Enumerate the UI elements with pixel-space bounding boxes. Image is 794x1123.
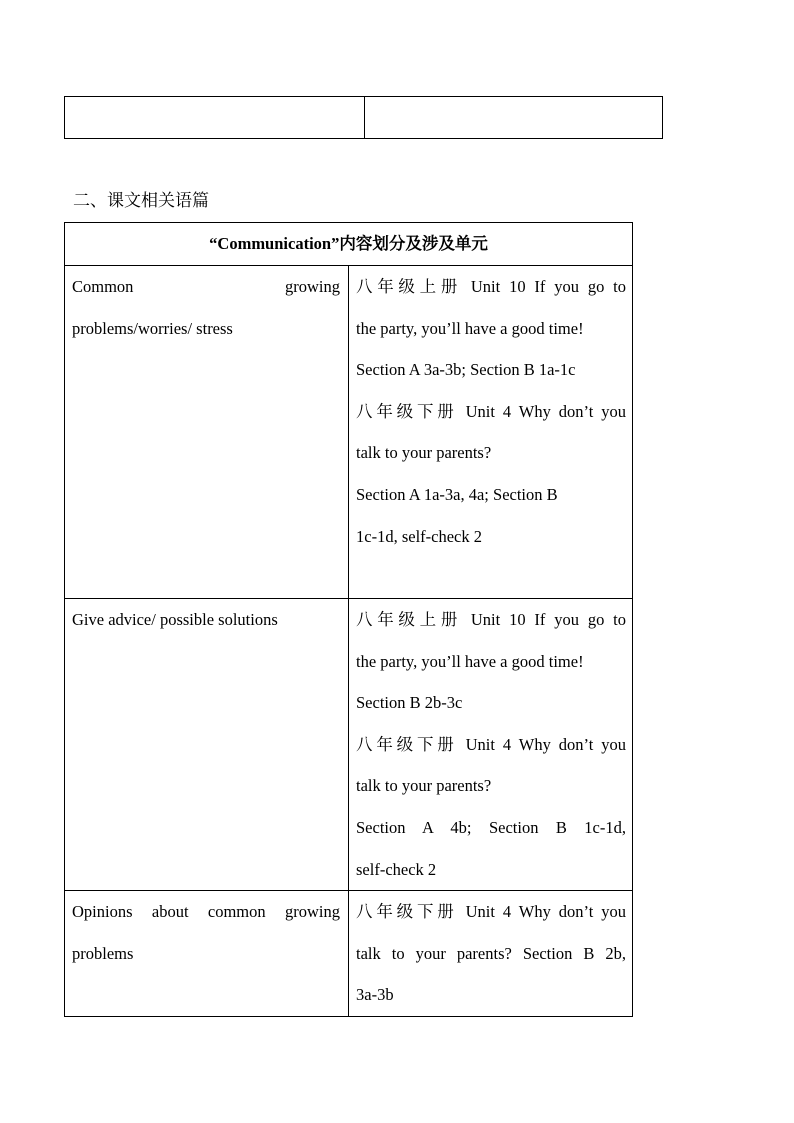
units-line: 八年级上册 Unit 10 If you go to [356, 277, 626, 296]
units-line: 八年级下册 Unit 4 Why don’t you [356, 902, 626, 922]
table-row [65, 599, 633, 891]
units-line: talk to your parents? [356, 443, 492, 463]
units-line: 八年级上册 Unit 10 If you go to [356, 610, 626, 629]
topic-cell [65, 266, 349, 599]
topic-line: Common growing [72, 277, 340, 296]
units-line: Section B 2b-3c [356, 693, 463, 713]
topic-cell [65, 891, 349, 1017]
table-header-row [65, 223, 633, 266]
units-line: talk to your parents? [356, 776, 492, 796]
section-heading: 二、课文相关语篇 [73, 191, 209, 211]
topic-cell [65, 599, 349, 891]
units-line: the party, you’ll have a good time! [356, 318, 584, 338]
units-line: Section A 3a-3b; Section B 1a-1c [356, 360, 576, 380]
units-line: 3a-3b [356, 985, 394, 1005]
units-line: 八年级下册 Unit 4 Why don’t you [356, 734, 626, 754]
units-line: 八年级下册 Unit 4 Why don’t you [356, 401, 626, 421]
units-cell [349, 891, 633, 1017]
table-row [65, 266, 633, 599]
topic-line: problems/worries/ stress [72, 318, 233, 338]
top-table-row [65, 97, 663, 139]
topic-line: Give advice/ possible solutions [72, 610, 278, 629]
units-line: Section A 1a-3a, 4a; Section B [356, 484, 558, 504]
units-cell [349, 599, 633, 891]
top-table [64, 96, 663, 139]
units-line: the party, you’ll have a good time! [356, 651, 584, 671]
table-row [65, 891, 633, 1017]
topic-line: Opinions about common growing [72, 902, 340, 922]
units-line: Section A 4b; Section B 1c-1d, [356, 817, 626, 837]
top-table-cell-left [65, 97, 365, 139]
topic-line: problems [72, 943, 134, 963]
communication-table [64, 222, 633, 1017]
top-table-cell-right [365, 97, 663, 139]
table-header: “Communication”内容划分及涉及单元 [65, 223, 633, 266]
units-cell [349, 266, 633, 599]
units-line: talk to your parents? Section B 2b, [356, 943, 626, 963]
units-line: 1c-1d, self-check 2 [356, 526, 482, 546]
units-line: self-check 2 [356, 859, 437, 879]
